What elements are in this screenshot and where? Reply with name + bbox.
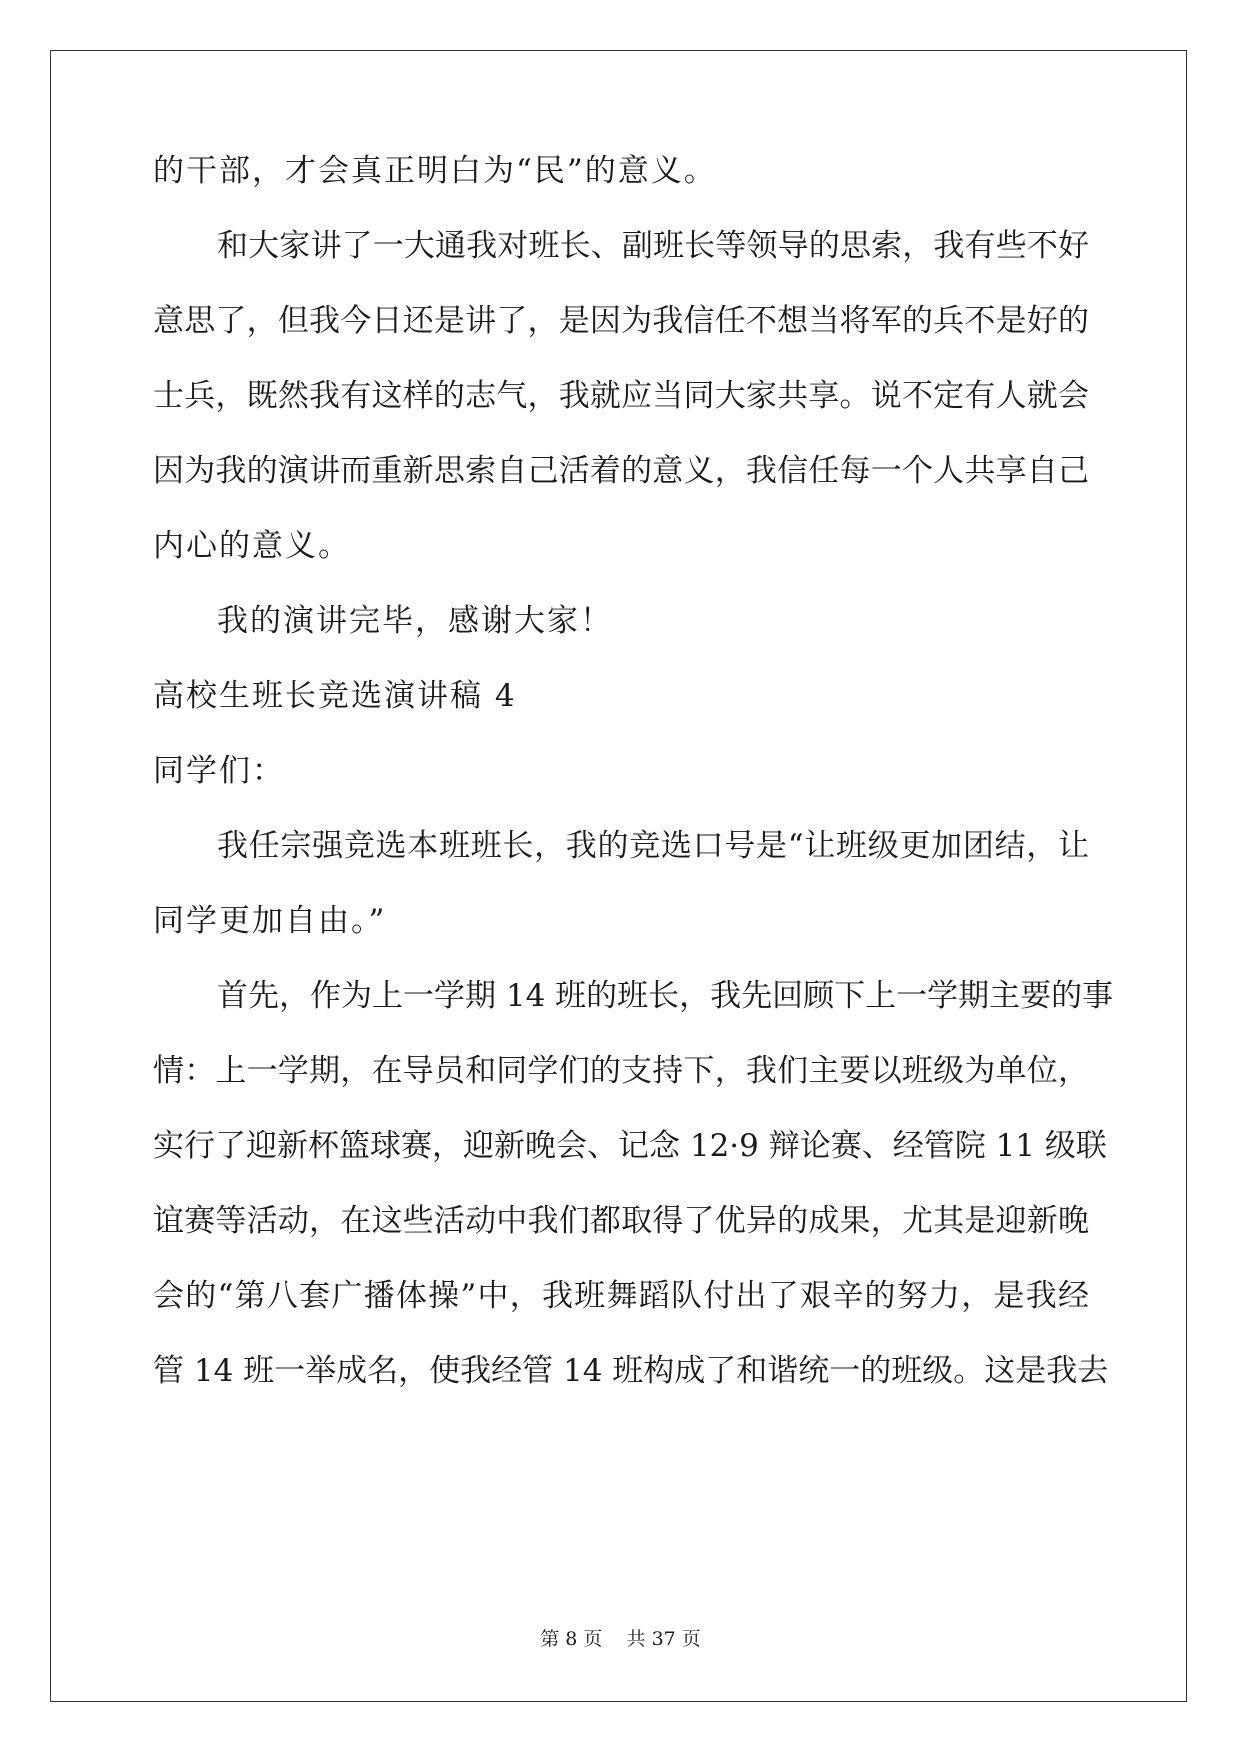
body-line-11: 同学更加自由。” <box>153 903 387 939</box>
page-number-footer: 第 8 页 共 37 页 <box>540 1628 701 1650</box>
body-line-4: 士兵，既然我有这样的志气，我就应当同大家共享。说不定有人就会 <box>153 378 1089 414</box>
body-line-14: 实行了迎新杯篮球赛，迎新晚会、记念 12·9 辩论赛、经管院 11 级联 <box>153 1128 1107 1164</box>
body-line-3: 意思了，但我今日还是讲了，是因为我信任不想当将军的兵不是好的 <box>153 303 1089 339</box>
salutation: 同学们： <box>153 753 285 789</box>
page-border <box>50 50 1187 1702</box>
body-line-12: 首先，作为上一学期 14 班的班长，我先回顾下上一学期主要的事 <box>217 978 1114 1014</box>
body-line-1: 的干部，才会真正明白为“民”的意义。 <box>153 153 717 189</box>
body-line-17: 管 14 班一举成名，使我经管 14 班构成了和谐统一的班级。这是我去 <box>153 1353 1109 1389</box>
body-line-2: 和大家讲了一大通我对班长、副班长等领导的思索，我有些不好 <box>217 228 1089 264</box>
body-line-13: 情：上一学期，在导员和同学们的支持下，我们主要以班级为单位， <box>153 1053 1089 1089</box>
body-line-6: 内心的意义。 <box>153 528 351 564</box>
body-line-5: 因为我的演讲而重新思索自己活着的意义，我信任每一个人共享自己 <box>153 453 1089 489</box>
body-line-7: 我的演讲完毕，感谢大家！ <box>217 603 613 639</box>
body-line-15: 谊赛等活动，在这些活动中我们都取得了优异的成果，尤其是迎新晚 <box>153 1203 1089 1239</box>
section-heading: 高校生班长竞选演讲稿 4 <box>153 678 517 714</box>
body-line-16: 会的“第八套广播体操”中，我班舞蹈队付出了艰辛的努力，是我经 <box>153 1278 1089 1314</box>
body-line-10: 我任宗强竞选本班班长，我的竞选口号是“让班级更加团结，让 <box>217 828 1089 864</box>
